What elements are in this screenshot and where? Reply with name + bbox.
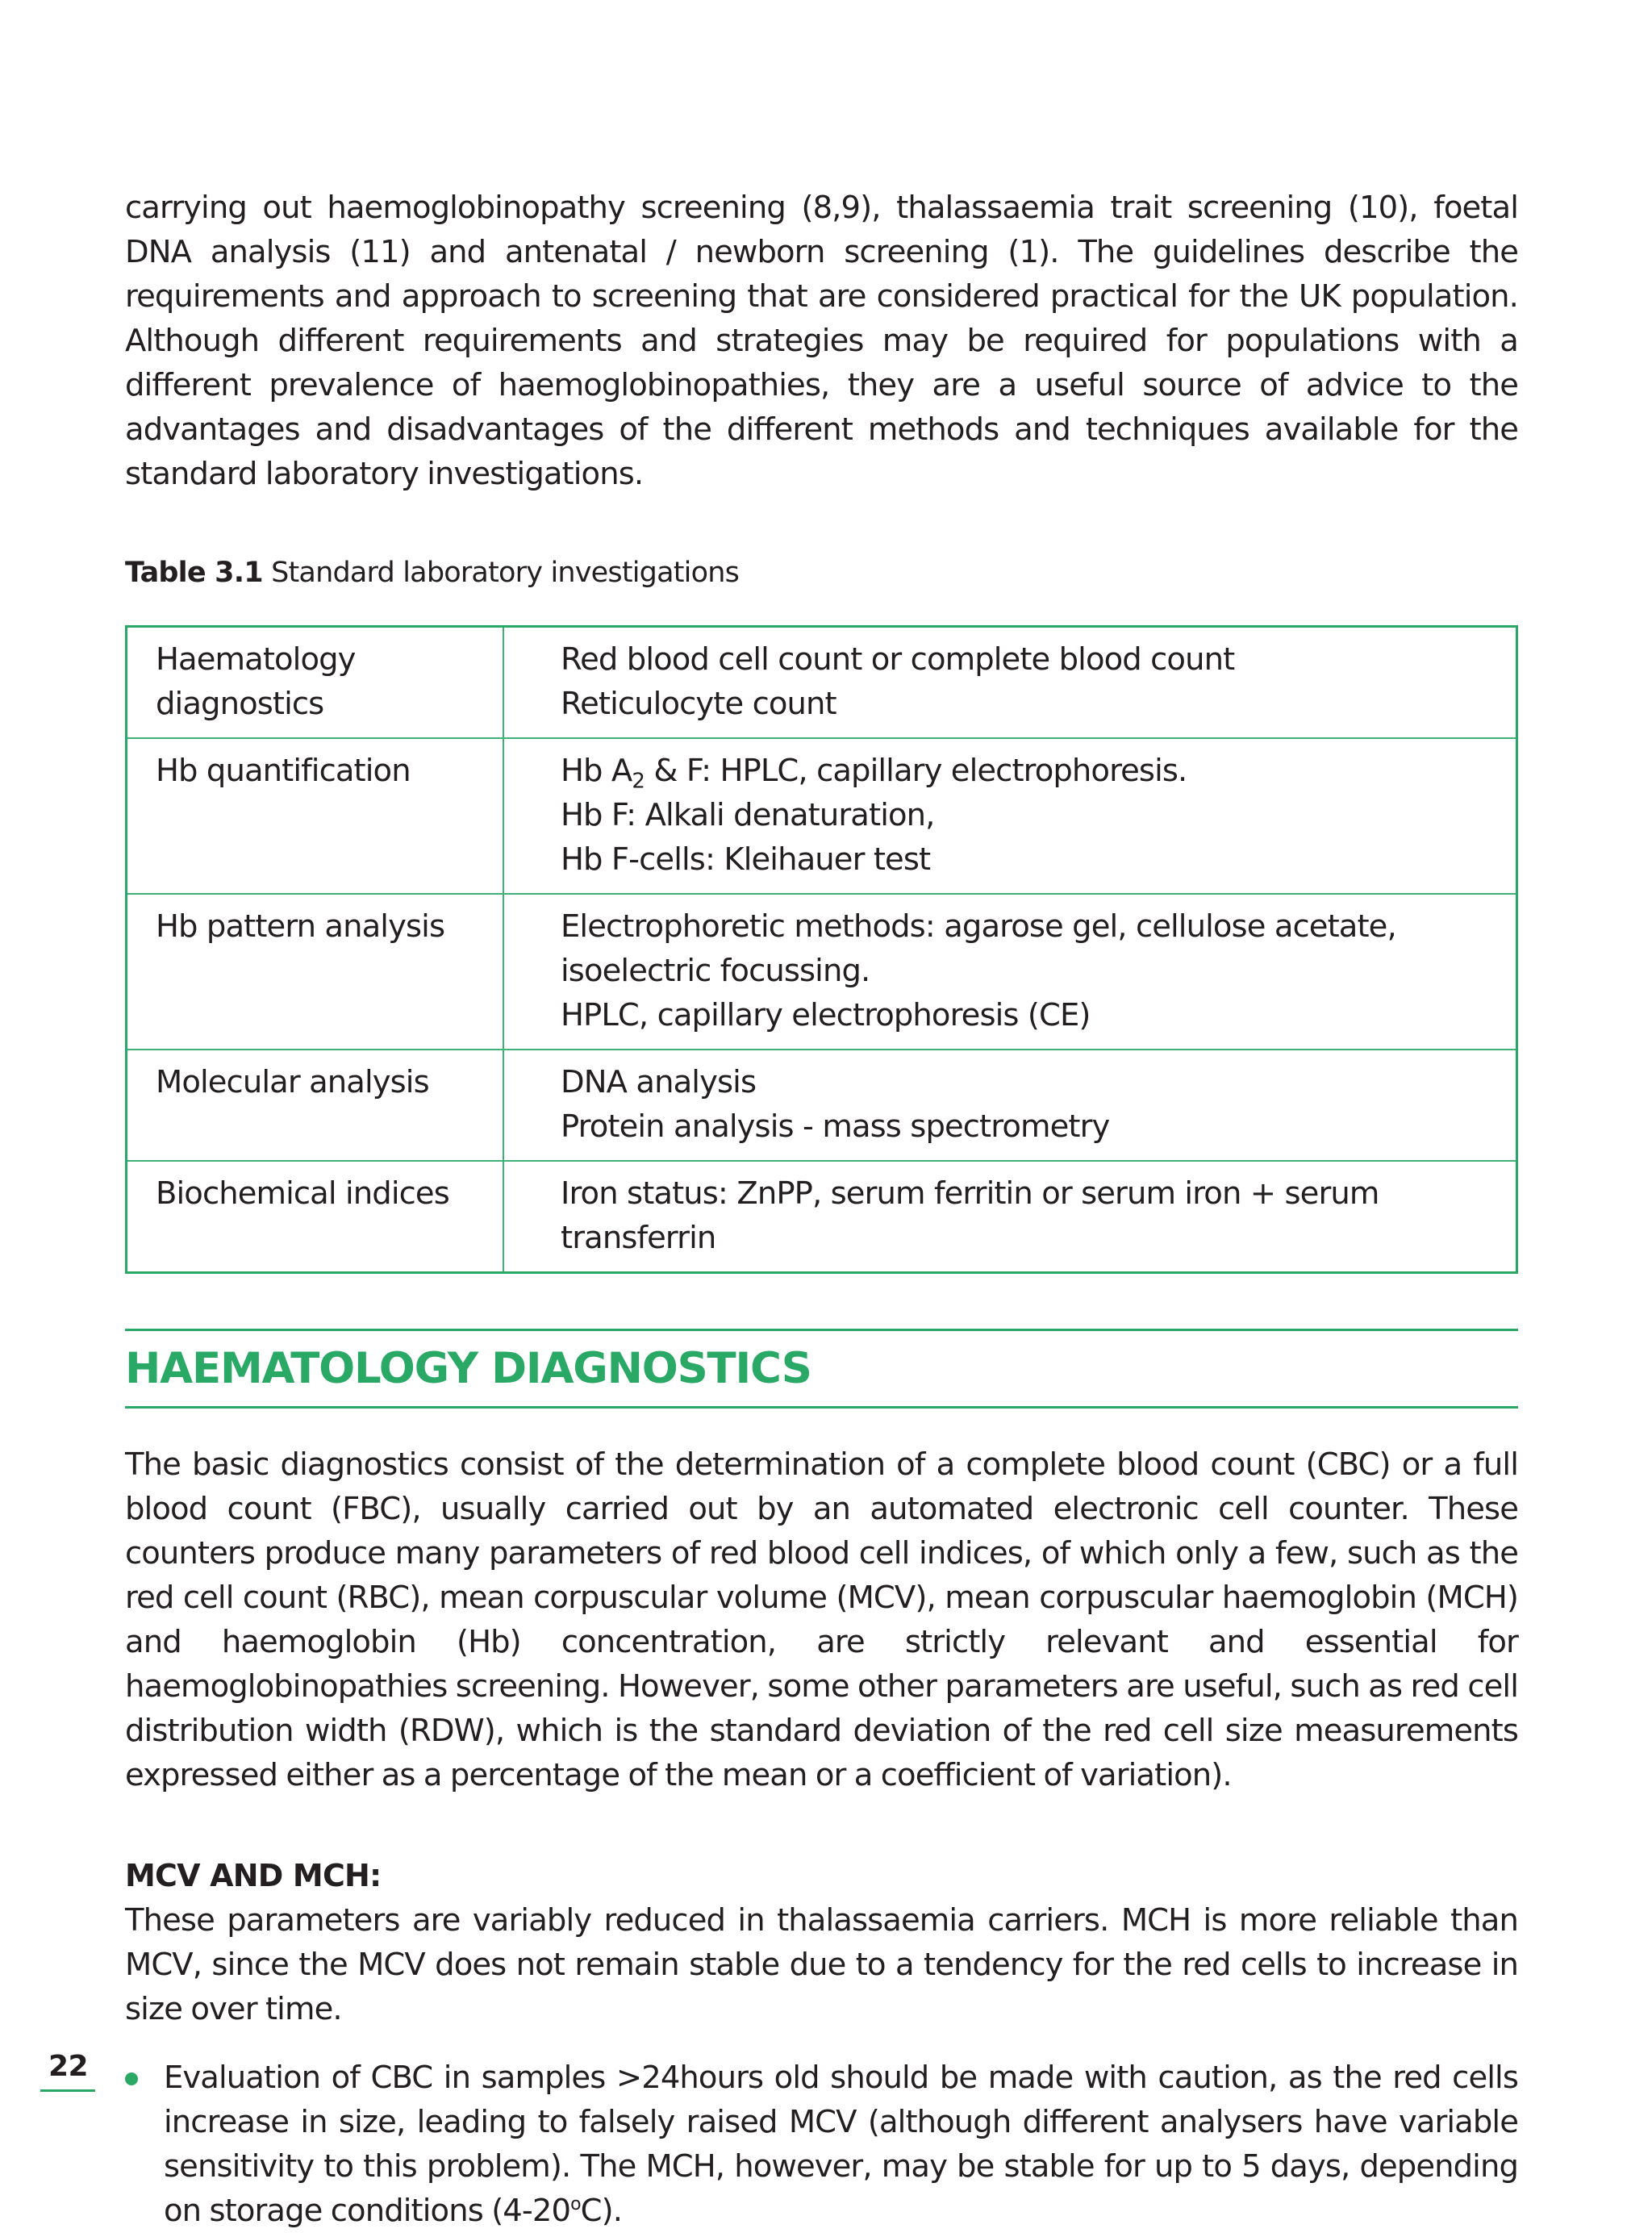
row-category: Biochemical indices (127, 1161, 504, 1273)
section-rule-bottom (125, 1406, 1518, 1409)
table-caption-text: Standard laboratory investigations (271, 557, 740, 589)
investigations-table (125, 625, 1518, 1274)
table-row (127, 738, 1517, 894)
subsection-paragraph: These parameters are variably reduced in thalassaemia carriers. MCH is more reliable than MCV, since the MCV does not remain stable due to a tendency for the red cells to increase in size over time. (125, 1902, 1518, 2027)
row-details (503, 738, 1517, 894)
page-number: 22 (48, 2050, 89, 2083)
list-item (125, 2056, 1518, 2233)
bullet-text: Evaluation of CBC in samples >24hours old should be made with caution, as the red cells increase in size, leading to falsely raised MCV (although different analysers have variable sensitivity to this problem). The MCH, however, may be stable for up to 5 days, depending on storage conditions (4-20 (164, 2060, 1518, 2229)
detail-line: DNA analysis (561, 1064, 757, 1100)
detail-line: Electrophoretic methods: agarose gel, cellulose acetate, isoelectric focussing. (561, 908, 1396, 989)
page-content (125, 186, 1518, 2233)
detail-line: Iron status: ZnPP, serum ferritin or serum iron + serum transferrin (561, 1175, 1379, 1256)
degree-superscript: o (570, 2194, 581, 2215)
row-details (503, 894, 1517, 1050)
section-title: HAEMATOLOGY DIAGNOSTICS (125, 1344, 811, 1393)
detail-line: Red blood cell count or complete blood count (561, 641, 1235, 678)
row-details (503, 1161, 1517, 1273)
subsection-heading: MCV AND MCH: (125, 1858, 382, 1893)
hba2-rest: & F: HPLC, capillary electrophoresis. (645, 753, 1187, 789)
section-paragraph: The basic diagnostics consist of the determination of a complete blood count (CBC) or a full blood count (FBC), usually carried out by an automated electronic cell counter. These counters produce many parameters of red blood cell indices, of which only a few, such as the red cell count (RBC), mean corpuscular volume (MCV), mean corpuscular haemoglobin (MCH) and haemoglobin (Hb) concentration, are strictly relevant and essential for haemoglobinopathies screening. However, some other parameters are useful, such as red cell distribution width (RDW), which is the standard deviation of the red cell size measurements expressed either as a percentage of the mean or a coefficient of variation). (125, 1446, 1518, 1793)
table-caption (125, 553, 1518, 593)
row-category: Hb pattern analysis (127, 894, 504, 1050)
table-row (127, 894, 1517, 1050)
table-row (127, 627, 1517, 739)
detail-line: Reticulocyte count (561, 686, 836, 722)
table-row (127, 1161, 1517, 1273)
table-row (127, 1050, 1517, 1161)
intro-paragraph: carrying out haemoglobinopathy screening (8,9), thalassaemia trait screening (10), foetal DNA analysis (11) and antenatal / newborn screening (1). The guidelines describe the requirements and approach to screening that are considered practical for the UK population. Although different requirements and strategies may be required for populations with a different prevalence of haemoglobinopathies, they are a useful source of advice to the advantages and disadvantages of the different methods and techniques available for the standard laboratory investigations. (125, 190, 1518, 492)
row-category: Hb quantification (127, 738, 504, 894)
detail-line: Protein analysis - mass spectrometry (561, 1108, 1110, 1145)
page-number-rule (40, 2089, 95, 2092)
row-details (503, 627, 1517, 739)
row-category: Haematology diagnostics (127, 627, 504, 739)
bullet-list (125, 2056, 1518, 2233)
table-caption-label: Table 3.1 (125, 557, 263, 589)
detail-line: HPLC, capillary electrophoresis (CE) (561, 997, 1091, 1033)
hba2-subscript: 2 (632, 769, 645, 794)
bullet-dot-icon (125, 2072, 138, 2085)
hba2-prefix: Hb A (561, 753, 632, 789)
row-details (503, 1050, 1517, 1161)
row-category: Molecular analysis (127, 1050, 504, 1161)
detail-line: Hb F-cells: Kleihauer test (561, 841, 931, 878)
detail-line-hba2 (561, 749, 1491, 793)
detail-line: Hb F: Alkali denaturation, (561, 797, 935, 833)
bullet-text-end: C). (580, 2193, 623, 2229)
